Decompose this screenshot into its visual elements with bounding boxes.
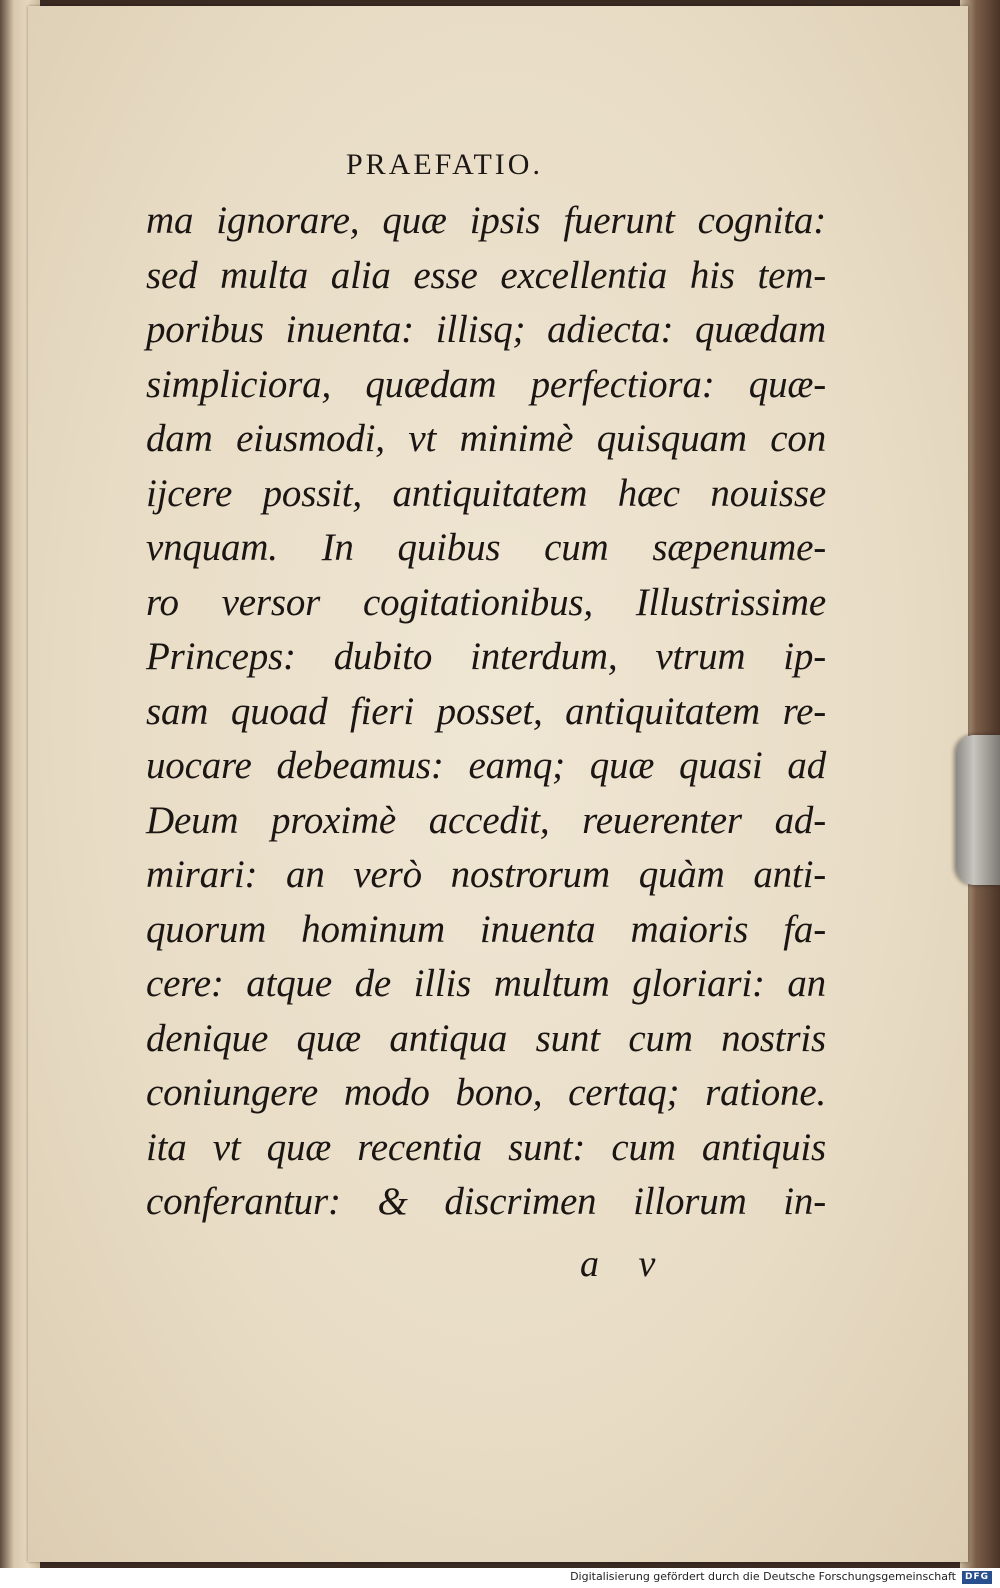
- text-line: ita vt quæ recentia sunt: cum antiquis: [146, 1125, 826, 1169]
- text-line: sed multa alia esse excellentia his tem-: [146, 253, 826, 297]
- text-line: ma ignorare, quæ ipsis fuerunt cognita:: [146, 199, 826, 242]
- text-line: Princeps: dubito interdum, vtrum ip-: [146, 635, 826, 678]
- text-line: Deum proximè accedit, reuerenter ad-: [146, 798, 826, 842]
- text-line: quorum hominum inuenta maioris fa-: [146, 907, 826, 951]
- text-line: simpliciora, quædam perfectiora: quæ-: [146, 362, 826, 406]
- text-line: conferantur: & discrimen illorum in-: [146, 1180, 826, 1223]
- text-line: sam quoad fieri posset, antiquitatem re-: [146, 689, 826, 733]
- text-line: cere: atque de illis multum gloriari: an: [146, 962, 826, 1005]
- text-line: denique quæ antiqua sunt cum nostris: [146, 1016, 826, 1060]
- text-line: ijcere possit, antiquitatem hæc nouisse: [146, 471, 826, 515]
- book-clasp: [956, 735, 1000, 885]
- signature-mark: a v: [580, 1243, 656, 1285]
- book-leaf: [28, 6, 968, 1562]
- text-line: ro versor cogitationibus, Illustrissime: [146, 580, 826, 624]
- text-line: vnquam. In quibus cum sæpenume-: [146, 526, 826, 569]
- text-line: uocare debeamus: eamq; quæ quasi ad: [146, 744, 826, 787]
- text-line: mirari: an verò nostrorum quàm anti-: [146, 853, 826, 896]
- digitization-footer: [0, 1568, 1000, 1588]
- text-line: poribus inuenta: illisq; adiecta: quædam: [146, 308, 826, 351]
- funding-credit: Digitalisierung gefördert durch die Deutsche Forschungsgemeinschaft: [570, 1570, 956, 1583]
- body-text: [146, 194, 826, 1230]
- text-line: coniungere modo bono, certaq; ratione.: [146, 1071, 826, 1114]
- text-line: dam eiusmodi, vt minimè quisquam con: [146, 417, 826, 460]
- running-head: PRAEFATIO.: [346, 148, 543, 181]
- dfg-logo-icon: DFG: [962, 1571, 992, 1584]
